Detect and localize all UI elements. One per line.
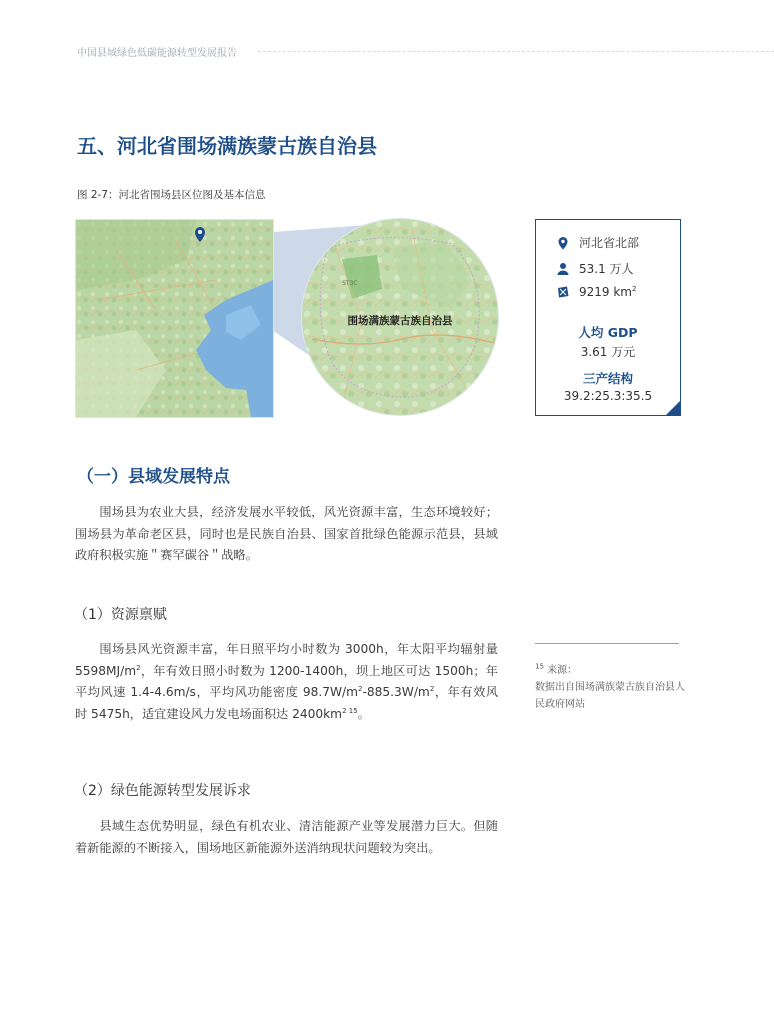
running-header: 中国县域绿色低碳能源转型发展报告 bbox=[77, 48, 237, 59]
subsection-heading-resources: （1）资源禀赋 bbox=[74, 607, 167, 623]
figure-caption: 图 2-7：河北省围场县区位图及基本信息 bbox=[77, 189, 266, 201]
area-row bbox=[556, 285, 636, 299]
card-corner bbox=[665, 400, 681, 416]
paragraph-demands-text: 县域生态优势明显，绿色有机农业、清洁能源产业等发展潜力巨大。但随着新能源的不断接入，围场地区新能源外送消纳现状问题较为突出。 bbox=[75, 819, 498, 855]
paragraph-resources bbox=[75, 639, 498, 725]
footnote-divider bbox=[535, 643, 679, 644]
small-place-label: ST3C bbox=[342, 280, 358, 287]
sup-m2-a: 2 bbox=[136, 663, 141, 672]
info-card bbox=[535, 219, 681, 416]
location-value: 河北省北部 bbox=[579, 236, 640, 250]
footnote bbox=[535, 662, 685, 713]
structure-value: 39.2:25.3:35.5 bbox=[563, 389, 653, 403]
location-row bbox=[556, 234, 639, 251]
paragraph-development-text: 围场县为农业大县，经济发展水平较低，风光资源丰富，生态环境较好；围场县为革命老区县，同时也是民族自治县、国家首批绿色能源示范县，县域政府积极实施＂赛罕碳谷＂战略。 bbox=[75, 505, 498, 563]
subsection-heading-demands: （2）绿色能源转型发展诉求 bbox=[74, 783, 251, 799]
county-label: 围场满族蒙古族自治县 bbox=[347, 315, 453, 327]
sup-m2-b: 2 bbox=[358, 685, 363, 694]
person-icon bbox=[556, 262, 570, 276]
resources-text-c: -885.3W/m bbox=[362, 685, 430, 700]
section-title: 五、河北省围场满族蒙古族自治县 bbox=[77, 134, 377, 158]
gdp-value: 3.61 万元 bbox=[580, 345, 636, 359]
resources-text-e: 。 bbox=[357, 706, 370, 721]
area-icon bbox=[556, 285, 570, 299]
population-value: 53.1 万人 bbox=[579, 262, 634, 276]
footnote-label: 来源： bbox=[543, 665, 578, 676]
footnote-text: 数据出自围场满族蒙古族自治县人民政府网站 bbox=[535, 682, 685, 710]
map-pin-icon bbox=[556, 236, 570, 250]
sup-km2-footnote: 2 15 bbox=[342, 706, 358, 715]
header-divider bbox=[258, 51, 774, 52]
sup-m2-c: 2 bbox=[429, 685, 435, 694]
resources-text-b: ，年有效日照小时数为 1200-1400h，坝上地区可达 1500h；年平均风速 1.4-4.6m/s，平均风功能密度 98.7W/m bbox=[75, 663, 498, 700]
region-map bbox=[75, 219, 274, 418]
population-row bbox=[556, 260, 634, 277]
resources-text-a: 围场县风光资源丰富，年日照平均小时数为 3000h，年太阳平均辐射量 5598MJ/m bbox=[75, 642, 498, 678]
paragraph-development bbox=[75, 502, 498, 567]
footnote-number: 15 bbox=[535, 662, 544, 671]
subsection-heading-1: （一）县域发展特点 bbox=[77, 467, 230, 487]
area-value: 9219 $km^2$ bbox=[579, 285, 637, 299]
structure-label: 三产结构 bbox=[582, 371, 633, 386]
resources-text-d: ，年有效风时 5475h，适宜建设风力发电场面积达 2400km bbox=[75, 685, 499, 721]
paragraph-demands bbox=[75, 816, 498, 859]
gdp-label: 人均 GDP bbox=[578, 325, 638, 340]
